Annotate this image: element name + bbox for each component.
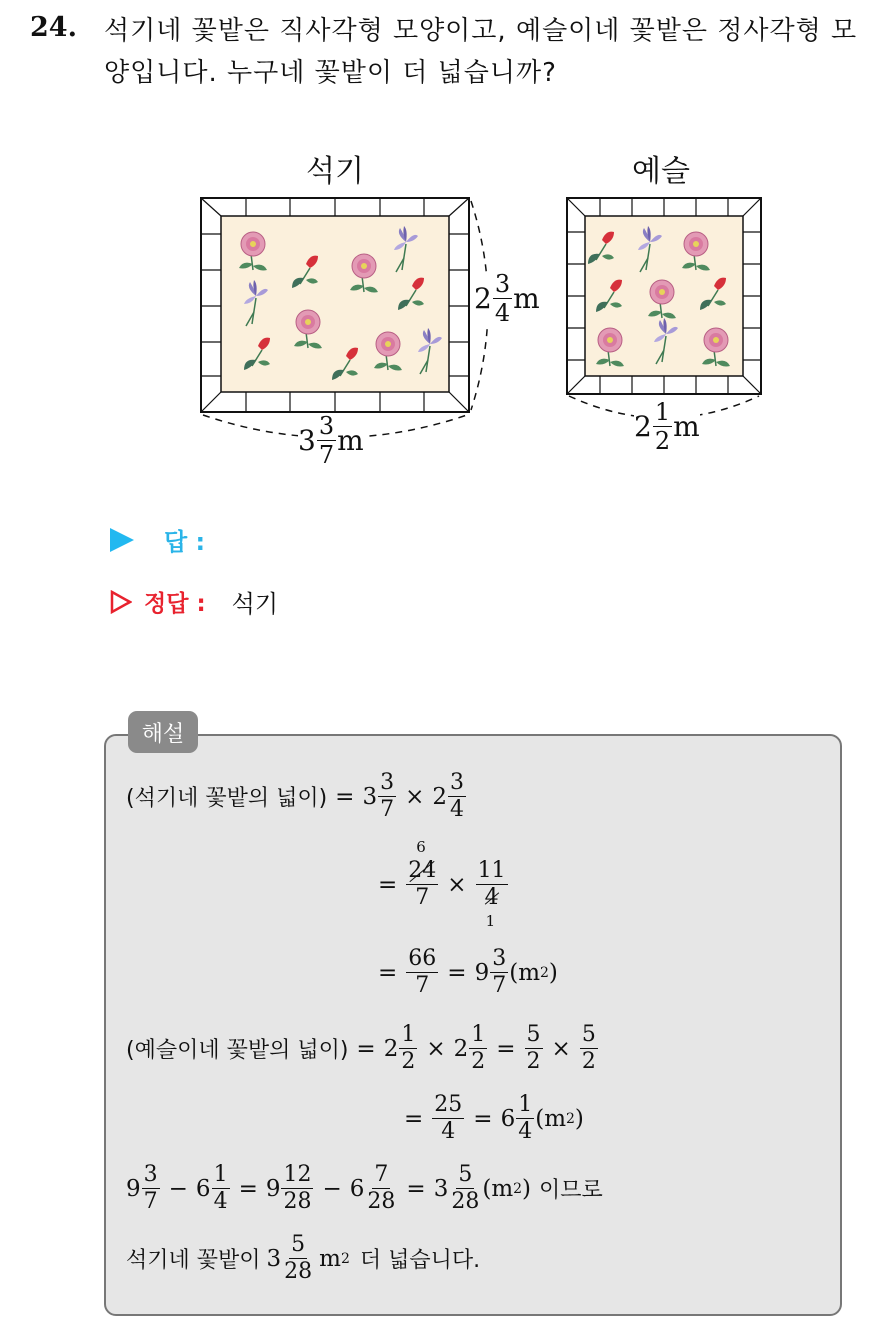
right-garden-name: 예슬 [632,154,690,189]
left-garden [201,198,488,438]
answer-label: 답 : [164,528,206,556]
correct-answer-value: 석기 [231,590,279,618]
explanation-line-6: 9 $\frac{3}{7}$ − 6 $\frac{1}{4}$ = 9 $\frac{12}{28}$ − 6 $\frac{7}{28}$ = 3 $\frac{5}{28}$ ( m 2 ) 이므로 [126,1162,603,1214]
question-text: 석기네 꽃밭은 직사각형 모양이고, 예슬이네 꽃밭은 정사각형 모양입니다. 누구네 꽃밭이 더 넓습니까? [104,16,858,88]
right-side-label: 2 $\frac{1}{2}$ m [634,398,700,455]
left-width-label: 3 $\frac{3}{7}$ m [298,412,364,469]
play-triangle-icon [110,528,134,552]
left-height-label: 2 $\frac{3}{4}$ m [474,270,540,327]
explanation-line-7: 석기네 꽃밭이 3 $\frac{5}{28}$ m 2 더 넓습니다. [126,1232,481,1284]
explanation-line-4: (예슬이네 꽃밭의 넓이) = 2 $\frac{1}{2}$ × 2 $\frac{1}{2}$ = $\frac{5}{2}$ × $\frac{5}{2}$ [126,1022,596,1074]
correct-answer-row [110,584,278,619]
explanation-line-1: (석기네 꽃밭의 넓이) = 3 $\frac{3}{7}$ × 2 $\frac{3}{4}$ [126,770,465,822]
left-garden-name: 석기 [306,154,364,189]
answer-row [110,522,205,557]
explanation-line-3: = $\frac{66}{7}$ = 9 $\frac{3}{7}$ ( m 2 ) [378,946,558,998]
outline-triangle-icon [110,590,132,614]
garden-figure [0,0,884,500]
explanation-tag: 해설 [128,711,198,753]
question-number: 24. [30,12,77,43]
correct-answer-label: 정답 : [144,591,206,617]
explanation-line-5: = $\frac{25}{4}$ = 6 $\frac{1}{4}$ ( m 2 ) [404,1092,584,1144]
explanation-line-2: = 6 24 7 × 11 4 1 [378,838,506,930]
right-garden [567,198,761,418]
